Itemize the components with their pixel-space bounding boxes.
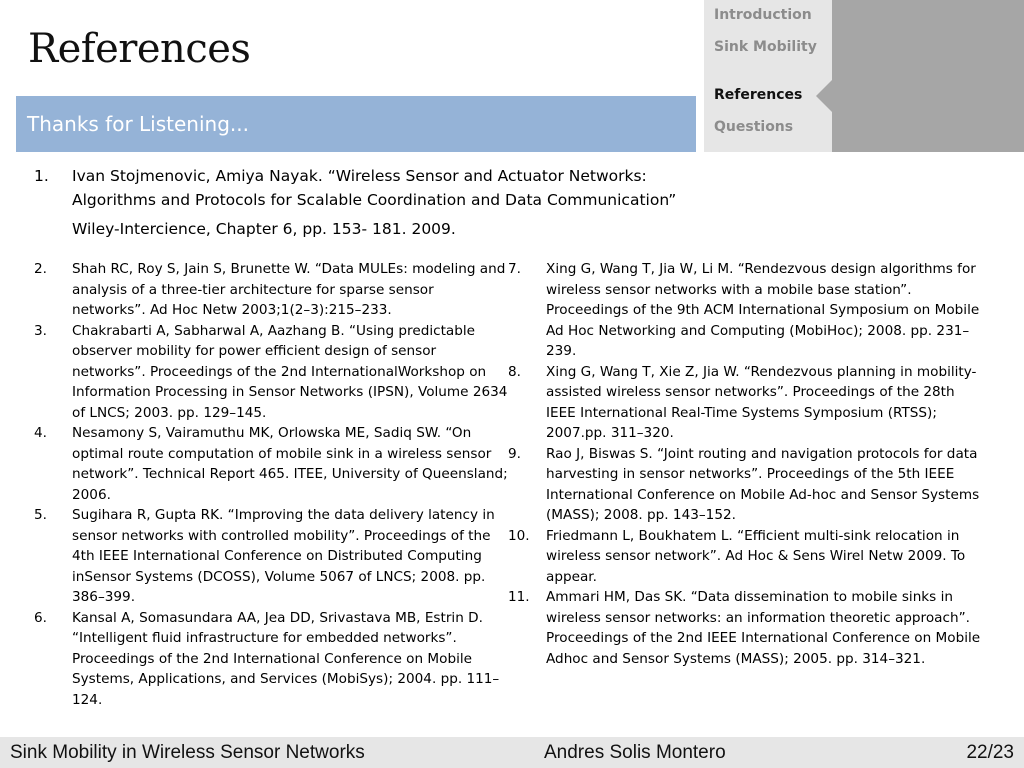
reference-number: 4. <box>34 425 47 441</box>
reference-item <box>508 444 988 526</box>
nav-gray-block <box>832 0 1024 152</box>
reference-number: 3. <box>34 322 47 339</box>
footer-author: Andres Solis Montero <box>544 742 726 763</box>
reference-item <box>34 321 510 424</box>
reference-number: 7. <box>508 261 521 277</box>
reference-item <box>508 526 988 588</box>
current-section-indicator-icon <box>816 80 832 112</box>
nav-item-references[interactable]: References <box>714 87 803 103</box>
reference-item <box>34 259 510 321</box>
reference-number: 9. <box>508 445 521 462</box>
thanks-banner <box>16 96 696 152</box>
reference-line: Algorithms and Protocols for Scalable Coordination and Data Communication” <box>72 191 677 209</box>
reference-line: Wiley-Intercience, Chapter 6, pp. 153- 181. 2009. <box>72 220 456 238</box>
reference-item <box>508 362 988 444</box>
reference-number: 6. <box>34 609 47 626</box>
reference-number: 10. <box>508 527 530 544</box>
reference-text: Rao J, Biswas S. “Joint routing and navigation protocols for data harvesting in sensor networks”. Proceedings of the 5th IEEE International Conference on Mobile Ad-hoc and Sensor Systems (MASS); 2008. pp. 143–152. <box>546 445 980 523</box>
reference-text: Shah RC, Roy S, Jain S, Brunette W. “Data MULEs: modeling and analysis of a three-tier architecture for sparse sensor networks”. Ad Hoc Netw 2003;1(2–3):215–233. <box>72 261 506 318</box>
reference-number: 5. <box>34 507 47 523</box>
reference-number: 8. <box>508 363 521 380</box>
slide-title: References <box>28 26 251 72</box>
reference-item <box>508 259 988 362</box>
references-left-column <box>34 259 510 710</box>
reference-number: 1. <box>34 167 49 185</box>
reference-text: Sugihara R, Gupta RK. “Improving the data delivery latency in sensor networks with controlled mobility”. Proceedings of the 4th IEEE International Conference on Distributed Computing inSensor Systems (DCOSS), Volume 5067 of LNCS; 2008. pp. 386–399. <box>72 507 495 605</box>
reference-text: Xing G, Wang T, Jia W, Li M. “Rendezvous design algorithms for wireless sensor networks with a mobile base station”. Proceedings of the 9th ACM International Symposium on Mobile Ad Hoc Networking and Computing (MobiHoc); 2008. pp. 231–239. <box>546 261 980 359</box>
banner-text: Thanks for Listening... <box>27 112 249 136</box>
reference-item <box>34 505 510 608</box>
references-right-column <box>508 259 988 669</box>
reference-number: 2. <box>34 261 47 277</box>
reference-text: Kansal A, Somasundara AA, Jea DD, Srivastava MB, Estrin D. “Intelligent fluid infrastructure for embedded networks”. Proceedings of the 2nd International Conference on Mobile Systems, Applications, and Services (MobiSys); 2004. pp. 111–124. <box>72 609 500 708</box>
reference-item-1 <box>34 164 714 241</box>
reference-text: Nesamony S, Vairamuthu MK, Orlowska ME, Sadiq SW. “On optimal route computation of mobile sink in a wireless sensor network”. Technical Report 465. ITEE, University of Queensland; 2006. <box>72 425 508 503</box>
reference-item <box>34 423 510 505</box>
nav-item-sink-mobility[interactable]: Sink Mobility <box>714 39 817 55</box>
footer-presentation-title: Sink Mobility in Wireless Sensor Networks <box>10 742 365 763</box>
reference-item <box>508 587 988 669</box>
reference-line: Ivan Stojmenovic, Amiya Nayak. “Wireless Sensor and Actuator Networks: <box>72 167 647 185</box>
reference-text: Chakrabarti A, Sabharwal A, Aazhang B. “Using predictable observer mobility for power efficient design of sensor networks”. Proceedings of the 2nd InternationalWorkshop on Information Processing in Sensor Networks (IPSN), Volume 2634 of LNCS; 2003. pp. 129–145. <box>72 322 508 421</box>
slide-footer <box>0 737 1024 768</box>
reference-text: Ammari HM, Das SK. “Data dissemination to mobile sinks in wireless sensor networks: an information theoretic approach”. Proceedings of the 2nd IEEE International Conference on Mobile Adhoc and Sensor Systems (MASS); 2005. pp. 314–321. <box>546 589 981 667</box>
reference-text: Xing G, Wang T, Xie Z, Jia W. “Rendezvous planning in mobility-assisted wireless sensor networks”. Proceedings of the 28th IEEE International Real-Time Systems Symposium (RTSS); 2007.pp. 311–320. <box>546 363 977 441</box>
nav-item-introduction[interactable]: Introduction <box>714 7 812 23</box>
reference-item <box>34 608 510 711</box>
nav-item-questions[interactable]: Questions <box>714 119 794 135</box>
reference-text: Friedmann L, Boukhatem L. “Efficient multi-sink relocation in wireless sensor network”. Ad Hoc & Sens Wirel Netw 2009. To appear. <box>546 527 966 585</box>
reference-number: 11. <box>508 589 530 605</box>
footer-page-number: 22/23 <box>966 742 1014 763</box>
